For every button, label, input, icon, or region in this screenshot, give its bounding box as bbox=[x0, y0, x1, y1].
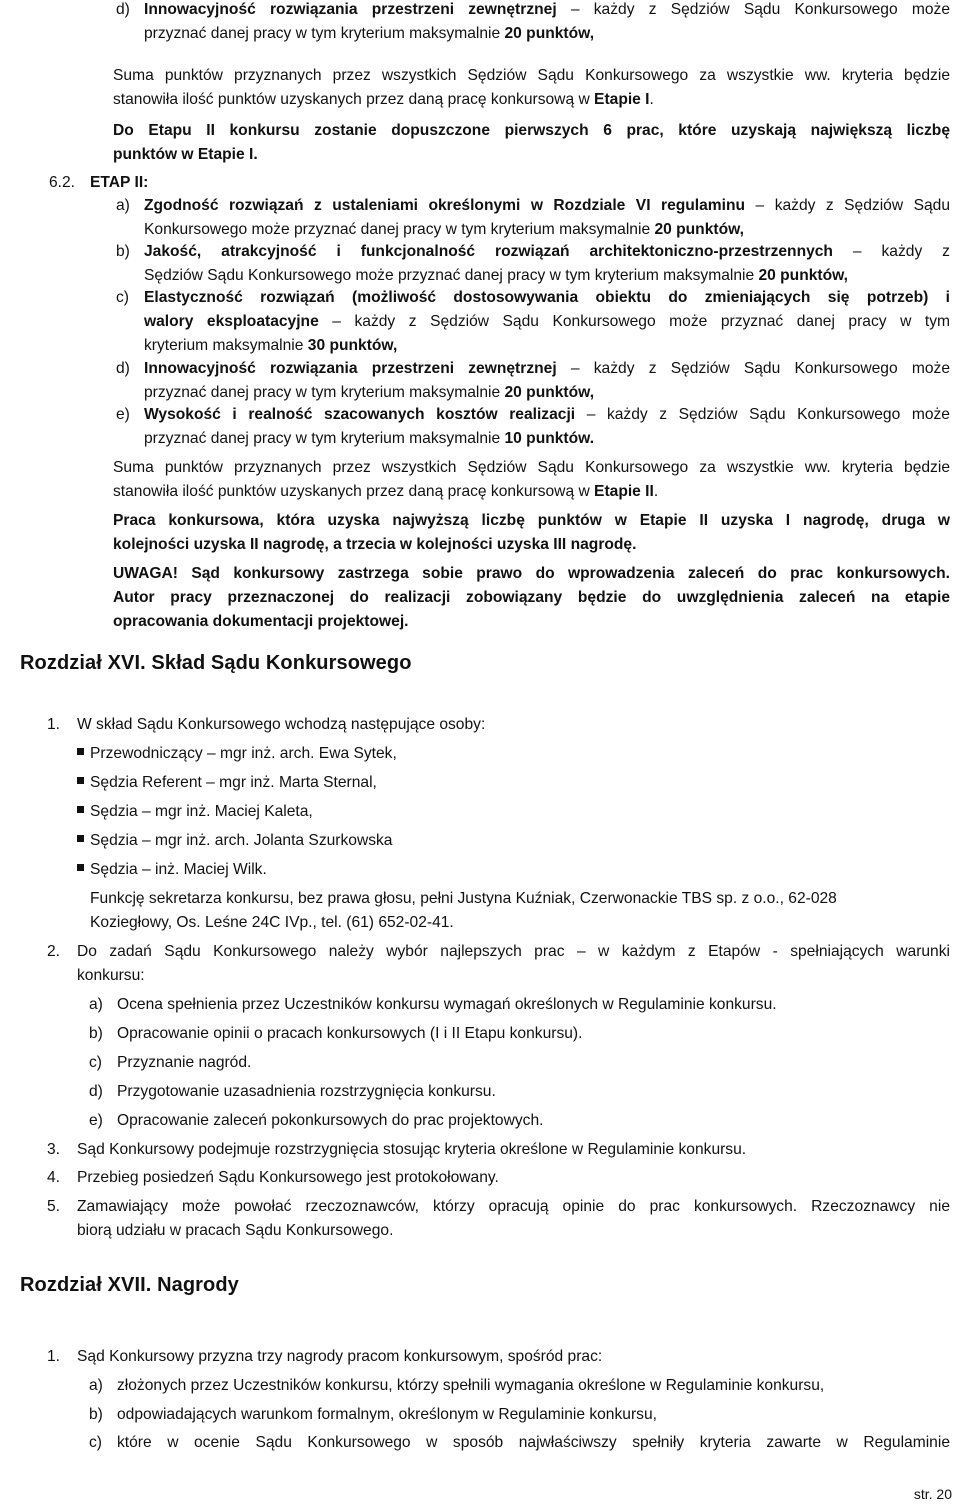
task-a-text: Ocena spełnienia przez Uczestników konkursu wymagań określonych w Regulaminie konkursu. bbox=[117, 996, 777, 1013]
stage2-d-line2 bbox=[144, 381, 950, 405]
stage2-d-label: d) bbox=[116, 360, 130, 377]
task-e-label: e) bbox=[89, 1112, 103, 1129]
task-c-label: c) bbox=[89, 1054, 102, 1071]
ch16-p2-line1: Do zadań Sądu Konkursowego należy wybór najlepszych prac – w każdym z Etapów - spełniających warunki bbox=[77, 943, 950, 960]
ch16-p5-number: 5. bbox=[47, 1198, 61, 1215]
member-2: Sędzia Referent – mgr inż. Marta Sternal, bbox=[90, 774, 377, 791]
stage2-a-line1 bbox=[144, 194, 950, 218]
stage2-a-title: Zgodność rozwiązań z ustaleniami określonymi w Rozdziale VI regulaminu bbox=[144, 197, 746, 214]
ch16-p5-line2: biorą udziału w pracach Sądu Konkursowego. bbox=[77, 1222, 394, 1239]
stage2-a-points: 20 punktów, bbox=[654, 221, 744, 238]
stage2-a-text-2: Konkursowego może przyznać danej pracy w tym kryterium maksymalnie bbox=[144, 221, 655, 238]
stage2-b-line2 bbox=[144, 264, 950, 288]
stage2-e-line1 bbox=[144, 403, 950, 427]
task-e-text: Opracowanie zaleceń pokonkursowych do prac projektowych. bbox=[117, 1112, 544, 1129]
ch16-p2-line2: konkursu: bbox=[77, 967, 145, 984]
warning-line3: opracowania dokumentacji projektowej. bbox=[113, 613, 409, 630]
stage1-sum-period: . bbox=[649, 91, 654, 108]
qualify-line1: Do Etapu II konkursu zostanie dopuszczone pierwszych 6 prac, które uzyskają największą liczbę bbox=[113, 122, 950, 139]
stage2-b-text-2: Sędziów Sądu Konkursowego może przyznać danej pracy w tym kryterium maksymalnie bbox=[144, 267, 759, 284]
square-bullet-icon bbox=[77, 806, 84, 813]
secretary-line2: Koziegłowy, Os. Leśne 24C IVp., tel. (61) 652-02-41. bbox=[90, 914, 454, 931]
award-line2: kolejności uzyska II nagrodę, a trzecia w kolejności uzyska III nagrodę. bbox=[113, 536, 637, 553]
task-d-text: Przygotowanie uzasadnienia rozstrzygnięcia konkursu. bbox=[117, 1083, 496, 1100]
member-5: Sędzia – inż. Maciej Wilk. bbox=[90, 861, 267, 878]
member-4: Sędzia – mgr inż. arch. Jolanta Szurkowska bbox=[90, 832, 393, 849]
stage2-d-line1 bbox=[144, 357, 950, 381]
criterion-d-line2 bbox=[144, 22, 950, 46]
square-bullet-icon bbox=[77, 835, 84, 842]
stage2-a-line2 bbox=[144, 218, 950, 242]
stage2-e-points: 10 punktów. bbox=[504, 430, 595, 447]
stage2-e-title: Wysokość i realność szacowanych kosztów realizacji bbox=[144, 406, 576, 423]
warning-line2: Autor pracy przeznaczonej do realizacji zobowiązany będzie do uwzględnienia zaleceń na etapie bbox=[113, 589, 950, 606]
stage2-b-label: b) bbox=[116, 243, 130, 260]
stage2-e-line2 bbox=[144, 427, 950, 451]
stage2-b-text: – każdy z bbox=[852, 243, 950, 260]
task-c-text: Przyznanie nagród. bbox=[117, 1054, 252, 1071]
criterion-d-line1 bbox=[144, 0, 950, 22]
stage2-e-text-2: przyznać danej pracy w tym kryterium maksymalnie bbox=[144, 430, 505, 447]
ch16-p2-number: 2. bbox=[47, 943, 61, 960]
ch16-p1-number: 1. bbox=[47, 716, 61, 733]
stage2-c-title-line2: walory eksploatacyjne bbox=[144, 313, 319, 330]
ch16-p5-line1: Zamawiający może powołać rzeczoznawców, którzy opracują opinie do prac konkursowych. Rzeczoznawcy nie bbox=[77, 1198, 950, 1215]
qualify-line2: punktów w Etapie I. bbox=[113, 146, 258, 163]
stage1-sum-text: stanowiła ilość punktów uzyskanych przez daną pracę konkursową w bbox=[113, 91, 595, 108]
stage2-sum-line1: Suma punktów przyznanych przez wszystkich Sędziów Sądu Konkursowego za wszystkie ww. kryteria będzie bbox=[113, 459, 950, 476]
stage2-b-line1 bbox=[144, 240, 950, 264]
criterion-d-label: d) bbox=[116, 1, 130, 18]
criterion-d-points: 20 punktów, bbox=[504, 25, 595, 42]
stage2-d-title: Innowacyjność rozwiązania przestrzeni zewnętrznej bbox=[144, 360, 557, 377]
stage2-e-label: e) bbox=[116, 406, 130, 423]
stage2-d-points: 20 punktów, bbox=[504, 384, 595, 401]
task-b-text: Opracowanie opinii o pracach konkursowych (I i II Etapu konkursu). bbox=[117, 1025, 583, 1042]
warning-line1: UWAGA! Sąd konkursowy zastrzega sobie prawo do wprowadzenia zaleceń do prac konkursowych. bbox=[113, 565, 950, 582]
stage1-sum-line2 bbox=[113, 88, 950, 112]
award-item-c-text: które w ocenie Sądu Konkursowego w sposób najwłaściwszy spełniły kryteria zawarte w Regulaminie bbox=[117, 1434, 950, 1451]
stage2-sum-line2 bbox=[113, 480, 950, 504]
ch17-p1-number: 1. bbox=[47, 1348, 61, 1365]
stage2-b-title: Jakość, atrakcyjność i funkcjonalność rozwiązań architektoniczno-przestrzennych bbox=[144, 243, 833, 260]
ch16-p4-text: Przebieg posiedzeń Sądu Konkursowego jest protokołowany. bbox=[77, 1169, 499, 1186]
stage2-c-text-2: kryterium maksymalnie bbox=[144, 337, 308, 354]
chapter16-heading: Rozdział XVI. Skład Sądu Konkursowego bbox=[20, 652, 412, 674]
award-line1: Praca konkursowa, która uzyska najwyższą liczbę punktów w Etapie II uzyska I nagrodę, druga w bbox=[113, 512, 950, 529]
criterion-d-text: – każdy z Sędziów Sądu Konkursowego może bbox=[570, 1, 950, 18]
stage2-c-line3 bbox=[144, 334, 950, 358]
stage2-e-text: – każdy z Sędziów Sądu Konkursowego może bbox=[586, 406, 950, 423]
stage2-c-points: 30 punktów, bbox=[307, 337, 398, 354]
ch16-p3-text: Sąd Konkursowy podejmuje rozstrzygnięcia stosując kryteria określone w Regulaminie konkursu. bbox=[77, 1141, 747, 1158]
stage2-c-title-line1: Elastyczność rozwiązań (możliwość dostosowywania obiektu do zmieniających się potrzeb) i bbox=[144, 289, 950, 306]
award-item-b-text: odpowiadających warunkom formalnym, określonym w Regulaminie konkursu, bbox=[117, 1406, 657, 1423]
stage2-a-text: – każdy z Sędziów Sądu bbox=[755, 197, 950, 214]
chapter17-heading: Rozdział XVII. Nagrody bbox=[20, 1274, 239, 1296]
stage2-number: 6.2. bbox=[49, 174, 76, 191]
page-number: str. 20 bbox=[913, 1486, 952, 1502]
task-b-label: b) bbox=[89, 1025, 103, 1042]
square-bullet-icon bbox=[77, 748, 84, 755]
criterion-d-text-2: przyznać danej pracy w tym kryterium maksymalnie bbox=[144, 25, 505, 42]
award-item-c-label: c) bbox=[89, 1434, 102, 1451]
criterion-d-title: Innowacyjność rozwiązania przestrzeni zewnętrznej bbox=[144, 1, 557, 18]
stage2-c-line2 bbox=[144, 310, 950, 334]
award-item-b-label: b) bbox=[89, 1406, 103, 1423]
stage1-sum-line1: Suma punktów przyznanych przez wszystkich Sędziów Sądu Konkursowego za wszystkie ww. kryteria będzie bbox=[113, 67, 950, 84]
stage2-d-text-2: przyznać danej pracy w tym kryterium maksymalnie bbox=[144, 384, 505, 401]
ch16-p1-text: W skład Sądu Konkursowego wchodzą następujące osoby: bbox=[77, 716, 486, 733]
stage2-title: ETAP II: bbox=[90, 174, 149, 191]
stage2-sum-stage: Etapie II bbox=[594, 483, 654, 500]
stage2-c-label: c) bbox=[116, 289, 129, 306]
task-d-label: d) bbox=[89, 1083, 103, 1100]
stage2-sum-text: stanowiła ilość punktów uzyskanych przez daną pracę konkursową w bbox=[113, 483, 595, 500]
ch16-p3-number: 3. bbox=[47, 1141, 61, 1158]
member-3: Sędzia – mgr inż. Maciej Kaleta, bbox=[90, 803, 313, 820]
task-a-label: a) bbox=[89, 996, 103, 1013]
member-1: Przewodniczący – mgr inż. arch. Ewa Sytek, bbox=[90, 745, 397, 762]
square-bullet-icon bbox=[77, 777, 84, 784]
award-item-a-text: złożonych przez Uczestników konkursu, którzy spełnili wymagania określone w Regulaminie konkursu, bbox=[117, 1377, 825, 1394]
stage1-sum-stage: Etapie I bbox=[594, 91, 650, 108]
stage2-c-text: – każdy z Sędziów Sądu Konkursowego może przyznać danej pracy w tym bbox=[332, 313, 950, 330]
stage2-b-points: 20 punktów, bbox=[758, 267, 848, 284]
stage2-d-text: – każdy z Sędziów Sądu Konkursowego może bbox=[570, 360, 950, 377]
square-bullet-icon bbox=[77, 864, 84, 871]
award-item-a-label: a) bbox=[89, 1377, 103, 1394]
ch16-p4-number: 4. bbox=[47, 1169, 61, 1186]
secretary-line1: Funkcję sekretarza konkursu, bez prawa głosu, pełni Justyna Kuźniak, Czerwonackie TBS sp. z o.o., 62-028 bbox=[90, 890, 837, 907]
stage2-sum-period: . bbox=[653, 483, 659, 500]
stage2-a-label: a) bbox=[116, 197, 130, 214]
ch17-p1-text: Sąd Konkursowy przyzna trzy nagrody pracom konkursowym, spośród prac: bbox=[77, 1348, 603, 1365]
